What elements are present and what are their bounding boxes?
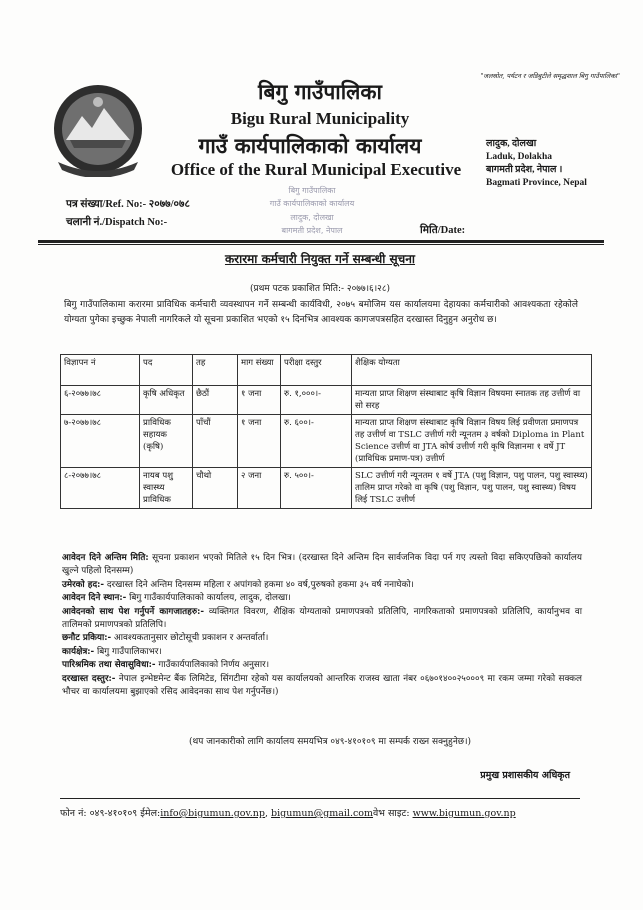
column-header: शैक्षिक योग्यता (352, 355, 592, 386)
detail-label: आवेदन दिने अन्तिम मिति: (62, 553, 149, 563)
column-header: परीक्षा दस्तुर (281, 355, 352, 386)
address-line: Laduk, Dolakha (486, 152, 553, 162)
notice-intro: बिगु गाउँपालिकामा करारमा प्राविधिक कर्मचारी व्यवस्थापन गर्ने सम्बन्धी कार्यविधी, २०७५ बमोजिम यस कार्यालयमा देहायका कर्मचारीको आवश्यकता रहेकोले योग्यता पुगेका इच्छुक नेपाली नागरिकले यो सूचना प्रकाशित भएको १५ दिनभित्र आवश्यक कागजपत्रसहित दरखास्त दिनुहुन अनुरोध छ। (64, 300, 578, 325)
detail-item (62, 673, 582, 700)
detail-label: दरखास्त दस्तुर:- (62, 673, 116, 684)
signature-title: प्रमुख प्रशासकीय अधिकृत (480, 770, 570, 781)
municipality-name-np: बिगु गाउँपालिका (258, 79, 382, 104)
table-cell: रु. ६००।- (281, 415, 352, 468)
motto: "जलस्रोत, पर्यटन र जडिबुटीले समृद्धशाल बिगु गाउँपालिका" (480, 72, 620, 80)
detail-text: बिगु गाउँपालिकाभर। (94, 646, 162, 657)
stamp-line: बागमती प्रदेश, नेपाल (281, 226, 343, 235)
stamp-line: बिगु गाउँपालिका (288, 186, 336, 195)
detail-item (62, 552, 582, 579)
column-header: पद (140, 355, 193, 386)
detail-label: उमेरको हद:- (62, 579, 105, 590)
municipality-logo-icon (48, 82, 148, 177)
detail-label: कार्यक्षेत्र:- (62, 646, 95, 657)
stamp-line: लादुक, दोलखा (290, 213, 334, 222)
detail-text: बिगु गाउँकार्यपालिकाको कार्यालय, लादुक, दोलखा। (126, 593, 291, 604)
dispatch-number: चलानी नं./Dispatch No:- (66, 217, 168, 228)
office-name-en: Office of the Rural Municipal Executive (170, 160, 462, 179)
table-row (61, 386, 592, 415)
column-header: विज्ञापन नं (61, 355, 140, 386)
website-label: वेभ साइट: (373, 808, 413, 819)
email-link-info[interactable]: info@bigumun.gov.np (160, 808, 265, 819)
table-cell: ७-२०७७।७८ (61, 415, 140, 468)
detail-label: आवेदन दिने स्थान:- (62, 593, 127, 604)
table-cell: रु. ५००।- (281, 468, 352, 509)
detail-item (62, 606, 582, 633)
column-header: माग संख्या (238, 355, 281, 386)
detail-label: पारिश्रमिक तथा सेवासुविधा:- (62, 660, 156, 671)
detail-text: नेपाल इन्भेष्टमेन्ट बैंक लिमिटेड, सिंगटीमा रहेको यस कार्यालयको आन्तरिक राजस्व खाता नंबर ०६७०१४००२५०००९ मा रकम जम्मा गरेको सक्कल भौचर वा कार्यालयमा बुझाएको रसिद आवेदनका साथ पेश गर्नुपर्नेछ।) (62, 673, 582, 698)
address-line: लादुक, दोलखा (486, 139, 537, 149)
table-cell: २ जना (238, 468, 281, 509)
table-cell: SLC उत्तीर्ण गरी न्यूनतम १ वर्षे JTA (पशु विज्ञान, पशु पालन, पशु स्वास्थ्य) तालिम प्राप्त गरेको वा कृषि (पशु विज्ञान, पशु पालन, पशु स्वास्थ्य) विषय लिई TSLC उत्तीर्ण (352, 468, 592, 509)
address-block (486, 138, 636, 190)
table-cell: मान्यता प्राप्त शिक्षण संस्थाबाट कृषि विज्ञान विषय लिई प्रवीणता प्रमाणपत्र तह उत्तीर्ण वा TSLC उत्तीर्ण गरी न्यूनतम ३ वर्षको Diploma in Plant Science उत्तीर्ण वा JTA कोर्ष उत्तीर्ण गरी कृषि विज्ञानमा १ वर्षे JT (प्राविधिक प्रमाण-पत्र) उत्तीर्ण (352, 415, 592, 468)
ref-number: पत्र संख्या/Ref. No:- २०७७/०७८ (66, 199, 190, 210)
detail-item (62, 579, 582, 592)
address-line: Bagmati Province, Nepal (486, 178, 587, 188)
table-cell: नायब पशु स्वास्थ्य प्राविधिक (140, 468, 193, 509)
table-cell: रु. १,०००।- (281, 386, 352, 415)
table-cell: ६-२०७७।७८ (61, 386, 140, 415)
table-cell: ८-२०७७।७८ (61, 468, 140, 509)
contact-note: (थप जानकारीको लागि कार्यालय समयभित्र ०४९-४१०१०९ मा सम्पर्क राख्न सक्नुहुनेछ।) (188, 737, 472, 747)
footer-phone: फोन नं: ०४९-४१०१०९ ईमेल: (60, 808, 161, 819)
notice-title: करारमा कर्मचारी नियुक्त गर्ने सम्बन्धी सूचना (224, 252, 416, 266)
email-link-gmail[interactable]: bigumun@gmail.com (271, 808, 374, 819)
footer-separator: , (265, 808, 272, 819)
detail-item (62, 632, 582, 645)
detail-text: सूचना प्रकाशन भएको मितिले १५ दिन भित्र। (दरखास्त दिने अन्तिम दिन सार्वजनिक विदा पर्न गए त्यस्तो विदा सकिएपछिको कार्यालय खुल्ने पहिलो दिनसम्म) (62, 553, 582, 577)
detail-item (62, 592, 582, 605)
reference-block (66, 196, 190, 232)
table-cell: कृषि अधिकृत (140, 386, 193, 415)
header-divider-thin (38, 244, 604, 245)
table-cell: १ जना (238, 415, 281, 468)
detail-item (62, 646, 582, 659)
table-cell: १ जना (238, 386, 281, 415)
detail-text: आवश्यकतानुसार छोटोसूची प्रकाशन र अन्तर्वार्ता। (111, 633, 269, 644)
detail-label: आवेदनको साथ पेश गर्नुपर्ने कागजातहरु:- (62, 606, 205, 617)
detail-text: गाउँकार्यपालिकाको निर्णय अनुसार। (155, 660, 270, 671)
stamp-line: गाउँ कार्यपालिकाको कार्यालय (269, 199, 355, 208)
detail-text: व्यक्तिगत विवरण, शैक्षिक योग्यताको प्रमाणपत्रको प्रतिलिपि, नागरिकताको प्रमाणपत्रको प्रतिलिपि, कार्यानुभव वा तालिमको प्रमाणपत्रको प्रतिलिपि। (62, 606, 582, 631)
application-details (62, 552, 582, 699)
footer-divider (60, 798, 580, 799)
table-row (61, 468, 592, 509)
detail-text: दरखास्त दिने अन्तिम दिनसम्म महिला र अपांगको हकमा ४० वर्ष,पुरुषको हकमा ३५ वर्ष ननाघेको। (104, 579, 414, 590)
website-link[interactable]: www.bigumun.gov.np (412, 808, 516, 819)
vacancy-table (60, 354, 592, 509)
table-cell: मान्यता प्राप्त शिक्षण संस्थाबाट कृषि विज्ञान विषयमा स्नातक तह उत्तीर्ण वा सो सरह (352, 386, 592, 415)
table-row (61, 415, 592, 468)
table-header-row (61, 355, 592, 386)
column-header: तह (193, 355, 238, 386)
address-line: बागमती प्रदेश, नेपाल । (486, 165, 563, 175)
office-name-np: गाउँ कार्यपालिकाको कार्यालय (198, 133, 422, 158)
footer (60, 806, 580, 819)
municipality-name-en: Bigu Rural Municipality (230, 109, 410, 128)
table-cell: प्राविधिक सहायक (कृषि) (140, 415, 193, 468)
table-cell: चौथो (193, 468, 238, 509)
table-cell: पाँचौं (193, 415, 238, 468)
date-label: मिति/Date: (420, 225, 466, 236)
first-published-date: (प्रथम पटक प्रकाशित मिति:- २०७७।६।२८) (249, 284, 391, 294)
office-stamp (250, 180, 375, 242)
detail-item (62, 659, 582, 672)
header-divider (38, 240, 604, 243)
detail-label: छनौट प्रकिया:- (62, 633, 112, 644)
table-cell: छैठौं (193, 386, 238, 415)
